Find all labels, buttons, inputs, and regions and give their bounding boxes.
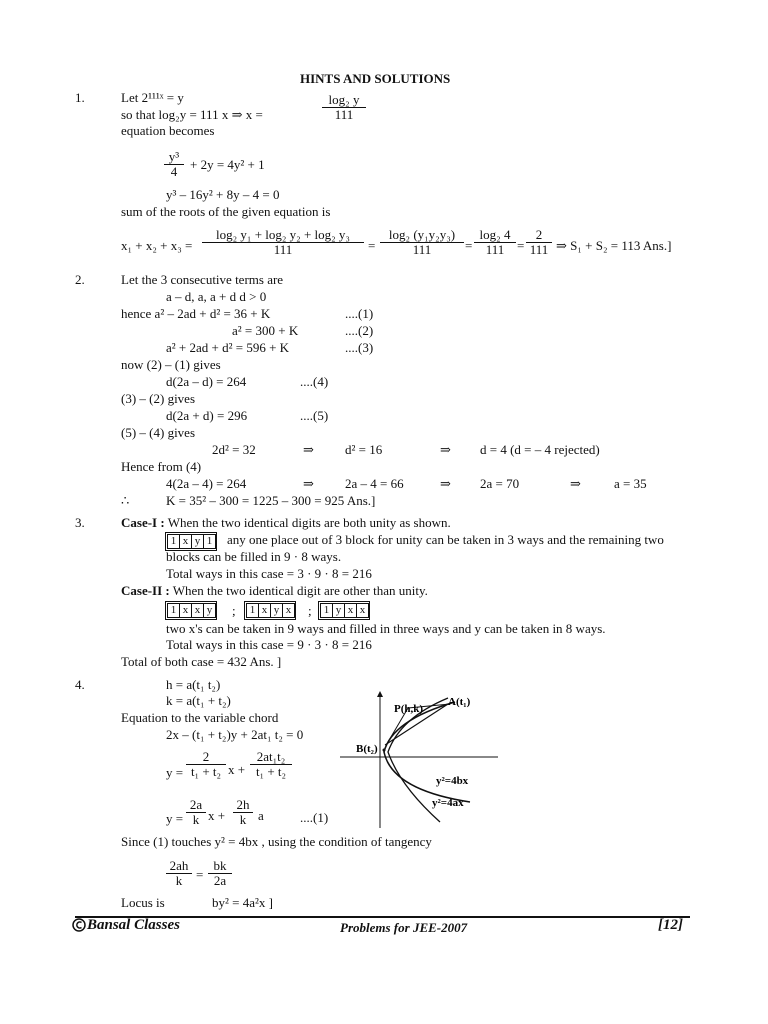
page-heading: HINTS AND SOLUTIONS <box>300 71 451 86</box>
digit-boxes-case2-b <box>244 601 296 620</box>
denominator: 111 <box>273 242 293 257</box>
digit-box: x <box>344 603 357 618</box>
implies-sign: ⇒ <box>303 476 314 491</box>
q3-case1-line <box>121 515 451 530</box>
q4-fraction-c <box>186 798 206 827</box>
equals-sign: = <box>196 867 204 882</box>
q4-x-plus: x + <box>228 762 246 777</box>
q3-line-5: two x's can be taken in 9 ways and filled in three ways and y can be taken in 8 ways. <box>166 621 606 636</box>
case1-title: Case-I : <box>121 515 165 530</box>
q2-line-2: a – d, a, a + d d > 0 <box>166 289 267 304</box>
separator: ; <box>232 603 236 618</box>
equation-tag: ....(1) <box>300 810 329 825</box>
digit-box: 1 <box>320 603 333 618</box>
therefore-sign: ∴ <box>121 493 130 508</box>
q2-line-10: (5) – (4) gives <box>121 425 196 440</box>
digit-box: 1 <box>167 534 180 549</box>
q2-line-6: now (2) – (1) gives <box>121 357 221 372</box>
q2-line-11-e: d = 4 (d = – 4 rejected) <box>480 442 600 457</box>
digit-box: x <box>356 603 369 618</box>
numerator: 2a <box>186 798 206 813</box>
label-p: P(h,k) <box>394 703 424 715</box>
denominator: 111 <box>412 242 432 257</box>
q3-line-6: Total ways in this case = 9 · 3 · 8 = 216 <box>166 637 372 652</box>
implies-sign: ⇒ <box>440 442 451 457</box>
equation-tag: ....(3) <box>345 340 374 355</box>
q2-line-4: a² = 300 + K <box>232 323 299 338</box>
numerator: log₂ y₁ + log₂ y₂ + log₂ y₃ <box>202 228 364 243</box>
equals-sign: = <box>368 238 376 253</box>
denominator: t₁ + t₂ <box>255 764 287 779</box>
q1-fraction-4 <box>526 228 552 257</box>
footer-title: Problems for JEE-2007 <box>340 920 468 935</box>
digit-box: x <box>258 603 271 618</box>
q2-line-12: Hence from (4) <box>121 459 202 474</box>
logo-icon <box>72 918 86 932</box>
digit-box: x <box>282 603 295 618</box>
digit-box: y <box>191 534 204 549</box>
numerator: log₂ (y₁y₂y₃) <box>380 228 464 243</box>
q2-line-7: d(2a – d) = 264 <box>166 374 247 389</box>
numerator: y³ <box>164 150 184 165</box>
q4-number: 4. <box>75 677 85 692</box>
denominator: 111 <box>485 242 505 257</box>
equation-tag: ....(2) <box>345 323 374 338</box>
digit-boxes-case2-c <box>318 601 370 620</box>
q1-line-cubic: y³ – 16y² + 8y – 4 = 0 <box>166 187 280 202</box>
q2-line-1: Let the 3 consecutive terms are <box>121 272 284 287</box>
q2-line-13-c: 2a – 4 = 66 <box>345 476 404 491</box>
denominator: t₁ + t₂ <box>190 764 222 779</box>
q4-line-1: h = a(t₁ t₂) <box>166 677 221 692</box>
q1-answer: ⇒ S₁ + S₂ = 113 Ans.] <box>556 238 672 253</box>
label-b: B(t₂) <box>356 743 378 755</box>
q2-line-5: a² + 2ad + d² = 596 + K <box>166 340 290 355</box>
q3-number: 3. <box>75 515 85 530</box>
denominator: 111 <box>529 242 549 257</box>
q4-y-equals: y = <box>166 765 184 780</box>
q2-answer: K = 35² – 300 = 1225 – 300 = 925 Ans.] <box>166 493 376 508</box>
numerator: 2 <box>526 228 552 243</box>
denominator: 2a <box>213 873 227 888</box>
equation-tag: ....(4) <box>300 374 329 389</box>
q1-line-sum: sum of the roots of the given equation is <box>121 204 331 219</box>
label-curve-1: y²=4bx <box>436 775 469 787</box>
numerator: bk <box>208 859 232 874</box>
denominator: 111 <box>334 107 354 122</box>
digit-box: 1 <box>203 534 216 549</box>
q2-line-8: (3) – (2) gives <box>121 391 196 406</box>
q1-number: 1. <box>75 90 85 105</box>
q1-line-equation-becomes: equation becomes <box>121 123 215 138</box>
q4-line-3: Equation to the variable chord <box>121 710 279 725</box>
denominator: k <box>192 812 200 827</box>
q4-a-term: a <box>258 808 264 823</box>
numerator: 2 <box>186 750 226 765</box>
q3-line-3: Total ways in this case = 3 · 9 · 8 = 216 <box>166 566 372 581</box>
q1-line-log: so that log₂y = 111 x ⇒ x = <box>121 107 263 122</box>
q4-line-2: k = a(t₁ + t₂) <box>166 693 231 708</box>
q2-line-11-c: d² = 16 <box>345 442 383 457</box>
denominator: k <box>175 873 183 888</box>
q1-fraction-y3 <box>164 150 184 179</box>
q4-fraction-a <box>186 750 226 779</box>
numerator: 2ah <box>166 859 192 874</box>
point-marker <box>383 749 386 752</box>
equation-tag: ....(5) <box>300 408 329 423</box>
q1-sum-lhs: x₁ + x₂ + x₃ = <box>121 238 193 253</box>
q4-x-plus: x + <box>208 808 226 823</box>
digit-box: y <box>332 603 345 618</box>
denominator: k <box>239 812 247 827</box>
digit-boxes-case2-a <box>165 601 217 620</box>
case1-text: When the two identical digits are both unity as shown. <box>164 515 451 530</box>
q4-fraction-b <box>250 750 292 779</box>
footer-brand: Bansal Classes <box>87 917 180 933</box>
q3-answer: Total of both case = 432 Ans. ] <box>121 654 282 669</box>
implies-sign: ⇒ <box>570 476 581 491</box>
case2-text: When the two identical digit are other than unity. <box>169 583 428 598</box>
q1-fraction-2 <box>380 228 464 257</box>
q4-locus-label: Locus is <box>121 895 165 910</box>
q1-fraction-log <box>322 93 366 122</box>
q1-line-let: Let 2¹¹¹ˣ = y <box>121 90 184 105</box>
q2-line-13-g: a = 35 <box>614 476 647 491</box>
denominator: 4 <box>170 164 178 179</box>
numerator: log₂ y <box>322 93 366 108</box>
label-curve-2: y²=4ax <box>432 797 464 809</box>
q2-line-9: d(2a + d) = 296 <box>166 408 248 423</box>
q3-line-2b: blocks can be filled in 9 · 8 ways. <box>166 549 342 564</box>
implies-sign: ⇒ <box>440 476 451 491</box>
q2-number: 2. <box>75 272 85 287</box>
digit-box: 1 <box>167 603 180 618</box>
q2-line-11-a: 2d² = 32 <box>212 442 256 457</box>
q4-y-equals: y = <box>166 811 184 826</box>
digit-box: x <box>179 603 192 618</box>
numerator: 2h <box>233 798 253 813</box>
label-a: A(t₁) <box>448 696 471 708</box>
equals-sign: = <box>465 238 473 253</box>
implies-sign: ⇒ <box>303 442 314 457</box>
q1-line-eq: + 2y = 4y² + 1 <box>190 157 265 172</box>
footer-page-number: [12] <box>658 917 683 933</box>
q2-line-3: hence a² – 2ad + d² = 36 + K <box>121 306 271 321</box>
digit-box: y <box>270 603 283 618</box>
q3-case2-line <box>121 583 428 598</box>
q4-fraction-d <box>233 798 253 827</box>
separator: ; <box>308 603 312 618</box>
q4-line-7: Since (1) touches y² = 4bx , using the condition of tangency <box>121 834 432 849</box>
numerator: 2at₁t₂ <box>250 750 292 765</box>
q4-locus-answer: by² = 4a²x ] <box>212 895 273 910</box>
q4-line-4: 2x – (t₁ + t₂)y + 2at₁ t₂ = 0 <box>166 727 304 742</box>
numerator: log₂ 4 <box>474 228 516 243</box>
parabola-figure <box>340 690 500 830</box>
q2-line-13-e: 2a = 70 <box>480 476 520 491</box>
q4-fraction-e <box>166 859 192 888</box>
digit-box: x <box>179 534 192 549</box>
equals-sign: = <box>517 238 525 253</box>
q1-fraction-3 <box>474 228 516 257</box>
equation-tag: ....(1) <box>345 306 374 321</box>
q4-fraction-f <box>208 859 232 888</box>
digit-box: x <box>191 603 204 618</box>
q2-line-13-a: 4(2a – 4) = 264 <box>166 476 247 491</box>
q1-fraction-1 <box>202 228 364 257</box>
digit-box: 1 <box>246 603 259 618</box>
q3-line-2a: any one place out of 3 block for unity can be taken in 3 ways and the remaining two <box>227 532 664 547</box>
digit-box: y <box>203 603 216 618</box>
case2-title: Case-II : <box>121 583 170 598</box>
